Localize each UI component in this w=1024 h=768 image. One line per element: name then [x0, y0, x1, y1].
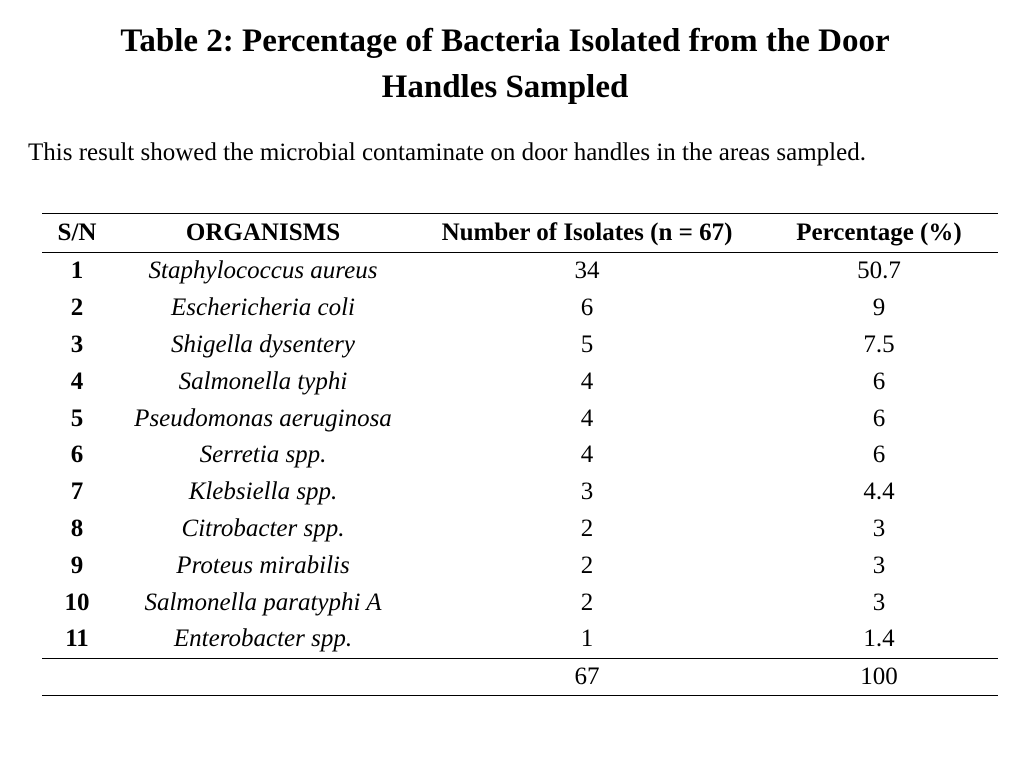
- table-total-row: [42, 658, 998, 695]
- table-row: [42, 253, 998, 290]
- cell-isolates: 4: [580, 367, 594, 395]
- cell-percentage: 50.7: [857, 257, 901, 285]
- title-line-2: Handles Sampled: [381, 69, 629, 105]
- cell-organism: Salmonella typhi: [178, 367, 348, 395]
- cell-percentage: 9: [872, 294, 886, 322]
- cell-sn: 5: [70, 404, 84, 432]
- result-description: This result showed the microbial contaminate on door handles in the areas sampled.: [28, 139, 866, 166]
- cell-percentage: 6: [872, 367, 886, 395]
- cell-isolates: 4: [580, 404, 594, 432]
- table-row: [42, 511, 998, 548]
- table-row: [42, 474, 998, 511]
- total-sn-cell: [42, 658, 112, 695]
- table-row: [42, 621, 998, 658]
- cell-sn: 1: [70, 257, 84, 285]
- header-isolates: Number of Isolates (n = 67): [414, 214, 760, 253]
- cell-sn: 9: [70, 551, 84, 579]
- cell-isolates: 4: [580, 441, 594, 469]
- cell-sn: 8: [70, 514, 84, 542]
- cell-sn: 6: [70, 441, 84, 469]
- table-row: [42, 400, 998, 437]
- page-title: [40, 18, 970, 110]
- table-row: [42, 327, 998, 364]
- header-sn: S/N: [42, 214, 112, 253]
- cell-organism: Proteus mirabilis: [176, 551, 350, 579]
- table-row: [42, 363, 998, 400]
- cell-isolates: 2: [580, 514, 594, 542]
- cell-isolates: 2: [580, 551, 594, 579]
- table-row: [42, 437, 998, 474]
- total-percentage: 100: [760, 658, 998, 695]
- cell-isolates: 2: [580, 588, 594, 616]
- cell-isolates: 6: [580, 294, 594, 322]
- cell-isolates: 1: [414, 621, 760, 658]
- cell-organism: Staphylococcus aureus: [148, 257, 378, 285]
- cell-percentage: 1.4: [760, 621, 998, 658]
- cell-sn: 4: [70, 367, 84, 395]
- title-line-1: Table 2: Percentage of Bacteria Isolated from the Door: [120, 23, 890, 59]
- cell-sn: 10: [64, 588, 90, 616]
- total-organism-cell: [112, 658, 414, 695]
- cell-percentage: 6: [872, 441, 886, 469]
- cell-percentage: 3: [872, 514, 886, 542]
- cell-sn: 3: [70, 330, 84, 358]
- cell-sn: 7: [70, 478, 84, 506]
- table-row: [42, 547, 998, 584]
- total-isolates: 67: [414, 658, 760, 695]
- cell-organism: Salmonella paratyphi A: [144, 588, 382, 616]
- cell-organism: Eschericheria coli: [171, 294, 355, 322]
- cell-percentage: 3: [872, 588, 886, 616]
- cell-organism: Pseudomonas aeruginosa: [134, 404, 392, 432]
- cell-percentage: 6: [872, 404, 886, 432]
- cell-sn: 2: [70, 294, 84, 322]
- cell-organism: Shigella dysentery: [171, 330, 355, 358]
- header-organisms: ORGANISMS: [112, 214, 414, 253]
- table-row: [42, 290, 998, 327]
- bacteria-results-table: [42, 213, 998, 696]
- cell-organism: Serretia spp.: [199, 441, 327, 469]
- cell-isolates: 3: [580, 478, 594, 506]
- cell-organism: Enterobacter spp.: [112, 621, 414, 658]
- cell-percentage: 3: [872, 551, 886, 579]
- header-percentage: Percentage (%): [760, 214, 998, 253]
- cell-organism: Klebsiella spp.: [188, 478, 338, 506]
- table-row: [42, 584, 998, 621]
- table-header-row: [42, 214, 998, 253]
- cell-organism: Citrobacter spp.: [181, 514, 345, 542]
- cell-percentage: 4.4: [863, 478, 895, 506]
- cell-isolates: 34: [574, 257, 600, 285]
- cell-isolates: 5: [580, 330, 594, 358]
- cell-percentage: 7.5: [863, 330, 895, 358]
- cell-sn: 11: [42, 621, 112, 658]
